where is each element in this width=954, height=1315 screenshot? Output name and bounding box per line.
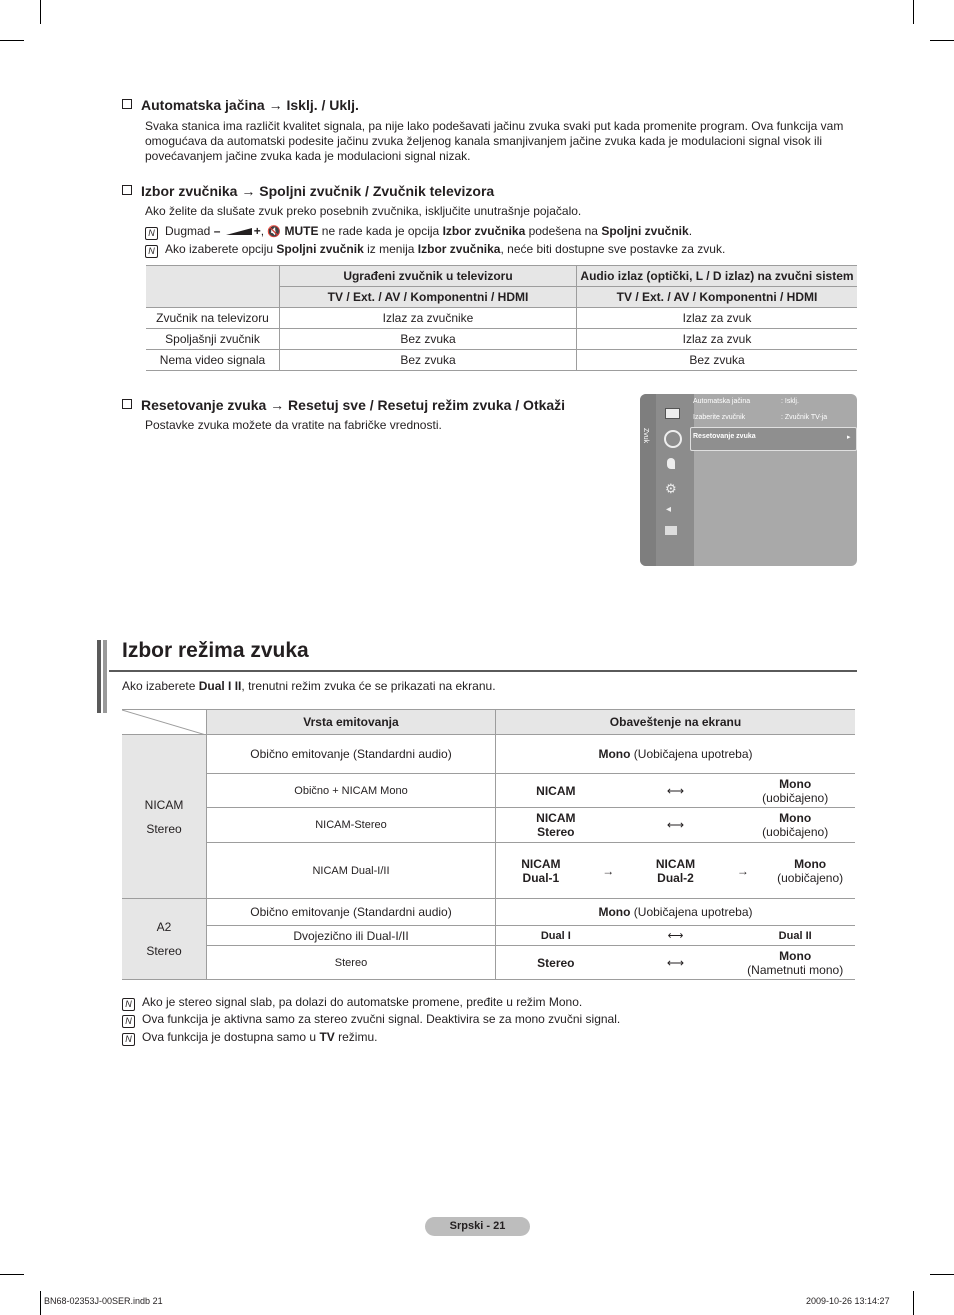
osd-item-label: Automatska jačina bbox=[693, 398, 751, 405]
bidirectional-arrow-icon: ⟷ bbox=[666, 955, 685, 970]
footer-timestamp: 2009-10-26 13:14:27 bbox=[806, 1296, 890, 1306]
note-line: N Ova funkcija je dostupna samo u TV režimu. bbox=[122, 1030, 377, 1046]
checkbox-bullet-icon bbox=[122, 185, 132, 195]
table-row: Obično + NICAM Mono NICAM ⟷ Mono (uobičajeno) bbox=[122, 774, 855, 808]
crop-mark bbox=[0, 1274, 24, 1275]
table-row: A2 Stereo Obično emitovanje (Standardni audio) Mono (Uobičajena upotreba) bbox=[122, 899, 855, 926]
note-icon: N bbox=[145, 227, 158, 240]
checkbox-bullet-icon bbox=[122, 399, 132, 409]
group-cell-a2: A2 Stereo bbox=[122, 899, 207, 980]
osd-side-label: Zvuk bbox=[642, 428, 649, 444]
crop-mark bbox=[930, 40, 954, 41]
note-line: N Ova funkcija je aktivna samo za stereo zvučni signal. Deaktivira se za mono zvučni signal. bbox=[122, 1012, 620, 1028]
osd-item-value: : Zvučnik TV-ja bbox=[781, 414, 828, 421]
input-icon: ◂ bbox=[666, 504, 672, 515]
channel-icon bbox=[667, 458, 675, 469]
group-cell-nicam: NICAM Stereo bbox=[122, 735, 207, 899]
column-subheader: TV / Ext. / AV / Komponentni / HDMI bbox=[280, 287, 577, 308]
note-icon: N bbox=[122, 1033, 135, 1046]
osd-menu-screenshot bbox=[640, 394, 857, 566]
right-arrow-icon: → bbox=[602, 863, 615, 878]
table-row: Nema video signala Bez zvuka Bez zvuka bbox=[146, 350, 857, 371]
mode-intro-text: Ako izaberete Dual I II, trenutni režim zvuka će se prikazati na ekranu. bbox=[122, 679, 496, 693]
heading-rule bbox=[109, 670, 857, 672]
note-icon: N bbox=[122, 998, 135, 1011]
crop-mark bbox=[40, 0, 41, 24]
speaker-select-text: Ako želite da slušate zvuk preko posebnih zvučnika, isključite unutrašnje pojačalo. bbox=[145, 204, 582, 218]
picture-icon bbox=[665, 408, 680, 419]
osd-item-label: Resetovanje zvuka bbox=[693, 433, 756, 440]
note-line: N Dugmad – +, 🔇 MUTE ne rade kada je opcija Izbor zvučnika podešena na Spoljni zvučnik. bbox=[145, 224, 692, 240]
crop-mark bbox=[40, 1291, 41, 1315]
table-corner-cell bbox=[146, 266, 280, 308]
crop-mark bbox=[913, 0, 914, 24]
section-heading: Izbor režima zvuka bbox=[122, 639, 309, 662]
reset-text: Postavke zvuka možete da vratite na fabričke vrednosti. bbox=[145, 418, 442, 432]
sound-icon bbox=[664, 430, 682, 448]
osd-icon-column bbox=[656, 394, 694, 566]
note-icon: N bbox=[145, 245, 158, 258]
bidirectional-arrow-icon: ⟷ bbox=[667, 930, 684, 942]
table-row: Spoljašnji zvučnik Bez zvuka Izlaz za zvuk bbox=[146, 329, 857, 350]
crop-mark bbox=[0, 40, 24, 41]
column-subheader: TV / Ext. / AV / Komponentni / HDMI bbox=[577, 287, 858, 308]
diagonal-line bbox=[122, 710, 206, 735]
checkbox-bullet-icon bbox=[122, 99, 132, 109]
note-line: N Ako je stereo signal slab, pa dolazi do automatske promene, pređite u režim Mono. bbox=[122, 995, 582, 1011]
right-arrow-icon: → bbox=[736, 863, 749, 878]
sound-mode-table bbox=[122, 709, 855, 980]
footer-file-name: BN68-02353J-00SER.indb 21 bbox=[44, 1296, 163, 1306]
note-line: N Ako izaberete opciju Spoljni zvučnik iz menija Izbor zvučnika, neće biti dostupne sve postavke za zvuk. bbox=[145, 242, 725, 258]
table-corner-cell bbox=[122, 710, 207, 735]
crop-mark bbox=[913, 1291, 914, 1315]
osd-item-value: : Isklj. bbox=[781, 398, 799, 405]
osd-item-arrow-icon: ▸ bbox=[847, 434, 851, 441]
mute-speaker-icon: 🔇 bbox=[267, 226, 282, 238]
osd-item-label: Izaberite zvučnik bbox=[693, 414, 746, 421]
column-header: Obaveštenje na ekranu bbox=[496, 710, 856, 735]
section-title-auto-volume: Automatska jačina → Isklj. / Uklj. bbox=[122, 97, 359, 113]
table-row: NICAM Dual-I/II NICAM Dual-1 → NICAM Dual-2 → Mono (uobičajeno) bbox=[122, 843, 855, 899]
note-icon: N bbox=[122, 1015, 135, 1028]
bidirectional-arrow-icon: ⟷ bbox=[666, 783, 685, 798]
table-row: Zvučnik na televizoru Izlaz za zvučnike Izlaz za zvuk bbox=[146, 308, 857, 329]
heading-bar-decoration bbox=[97, 640, 101, 713]
osd-side-bar bbox=[640, 394, 656, 566]
column-header: Audio izlaz (optički, L / D izlaz) na zvučni sistem bbox=[577, 266, 858, 287]
page-number-badge: Srpski - 21 bbox=[425, 1217, 530, 1236]
speaker-output-table bbox=[146, 265, 857, 371]
table-row: Dvojezično ili Dual-I/II Dual I ⟷ Dual II bbox=[122, 926, 855, 946]
table-row: Stereo Stereo ⟷ Mono (Nametnuti mono) bbox=[122, 946, 855, 980]
support-icon bbox=[665, 526, 677, 535]
crop-mark bbox=[930, 1274, 954, 1275]
volume-ramp-icon bbox=[226, 228, 252, 235]
section-title-reset: Resetovanje zvuka → Resetuj sve / Resetuj režim zvuka / Otkaži bbox=[122, 397, 565, 413]
table-row: NICAM Stereo Obično emitovanje (Standardni audio) Mono (Uobičajena upotreba) bbox=[122, 735, 855, 774]
heading-bar-decoration bbox=[103, 640, 107, 713]
auto-volume-text: Svaka stanica ima različit kvalitet signala, pa nije lako podešavati jačinu zvuka svaki put kada promenite program. Ova funkcija vam omogućava da automatski podesite jačinu zvuka željenog kanala smanjivanjem jačine zvuka kada je modulacioni signal visok ili povećavanjem jačine zvuka kada je modulacioni signal nizak. bbox=[145, 119, 844, 163]
setup-gear-icon: ⚙ bbox=[665, 481, 677, 496]
column-header: Vrsta emitovanja bbox=[207, 710, 496, 735]
bidirectional-arrow-icon: ⟷ bbox=[666, 818, 685, 832]
section-title-speaker-select: Izbor zvučnika → Spoljni zvučnik / Zvučnik televizora bbox=[122, 183, 494, 199]
column-header: Ugrađeni zvučnik u televizoru bbox=[280, 266, 577, 287]
table-row: NICAM-Stereo NICAM Stereo ⟷ Mono (uobičajeno) bbox=[122, 808, 855, 843]
